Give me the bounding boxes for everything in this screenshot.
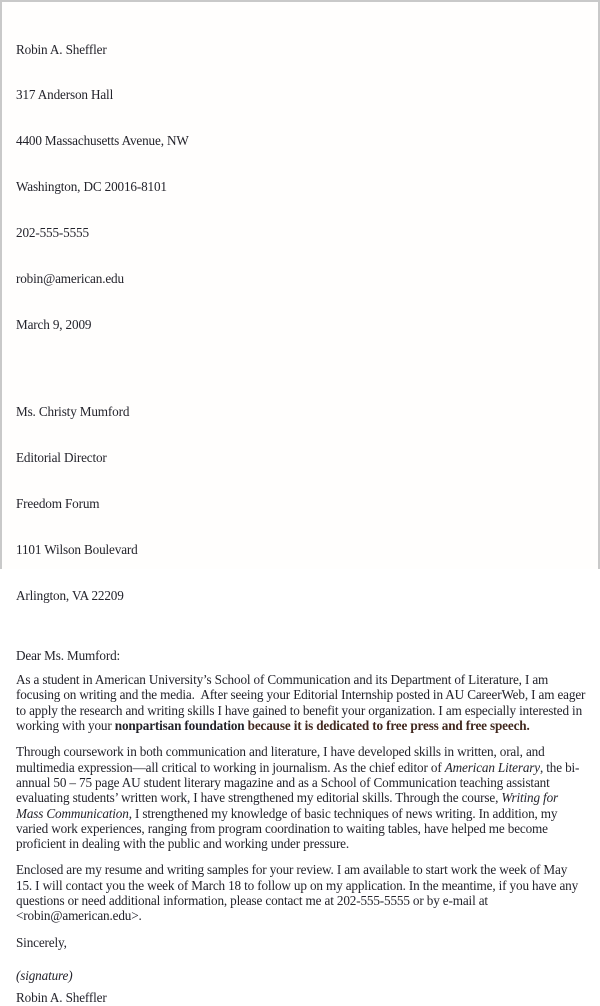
paragraph-experience: [16, 744, 586, 851]
letter-date: March 9, 2009: [16, 316, 92, 332]
paragraph-text: , I strengthened my knowledge of basic techniques of news writing. In addition, my varied work experiences, ranging from program coordination to waiting tables, have helped me become proficient in dealing with the public and working under pressure.: [16, 805, 561, 852]
address-line: 4400 Massachusetts Avenue, NW: [16, 133, 189, 149]
recipient-organization: Freedom Forum: [16, 496, 100, 512]
valediction: Sincerely,: [16, 934, 67, 950]
recipient-name: Ms. Christy Mumford: [16, 404, 130, 420]
address-line: 317 Anderson Hall: [16, 87, 114, 103]
salutation: Dear Ms. Mumford:: [16, 647, 121, 663]
emphasized-phrase: nonpartisan foundation: [114, 718, 248, 734]
course-title: Writing for Mass Communication: [16, 790, 562, 821]
paragraph-text: As a student in American University’s School of Communication and its Department of Literature, I am focusing on writing and the media. After seeing your Editorial Internship posted in AU CareerWeb, I am eager to apply the research and writing skills I have gained to benefit your organization. I am especially interested in working with your: [16, 672, 589, 734]
recipient-address-block: [16, 374, 586, 634]
signature-placeholder: (signature): [16, 967, 73, 983]
typed-name: Robin A. Sheffler: [16, 990, 107, 1006]
paragraph-text: , the bi-annual 50 – 75 page AU student literary magazine and as a School of Communication teaching assistant evaluating students’ written work, I have strengthened my editorial skills. Through the course,: [16, 759, 580, 806]
sender-phone: 202-555-5555: [16, 225, 89, 241]
paragraph-intro: [16, 672, 589, 734]
sender-email: robin@american.edu: [16, 271, 124, 287]
address-line: 1101 Wilson Boulevard: [16, 542, 138, 558]
paragraph-closing: Enclosed are my resume and writing samples for your review. I am available to start work the week of May 15. I will contact you the week of March 18 to follow up on my application. In the meantime, if you have any questions or need additional information, please contact me at 202-555-5555 or by e-mail at <robin@american.edu>.: [16, 862, 582, 924]
address-line: Washington, DC 20016-8101: [16, 179, 167, 195]
sender-name: Robin A. Sheffler: [16, 41, 107, 57]
publication-title: American Literary: [444, 759, 540, 775]
recipient-title: Editorial Director: [16, 450, 107, 466]
emphasized-phrase: because it is dedicated to free press and free speech.: [247, 718, 530, 734]
address-line: Arlington, VA 22209: [16, 587, 124, 603]
sender-address-block: [16, 11, 586, 363]
paragraph-text: Through coursework in both communication and literature, I have developed skills in written, oral, and multimedia expression—all critical to working in journalism. As the chief editor of: [16, 744, 548, 775]
